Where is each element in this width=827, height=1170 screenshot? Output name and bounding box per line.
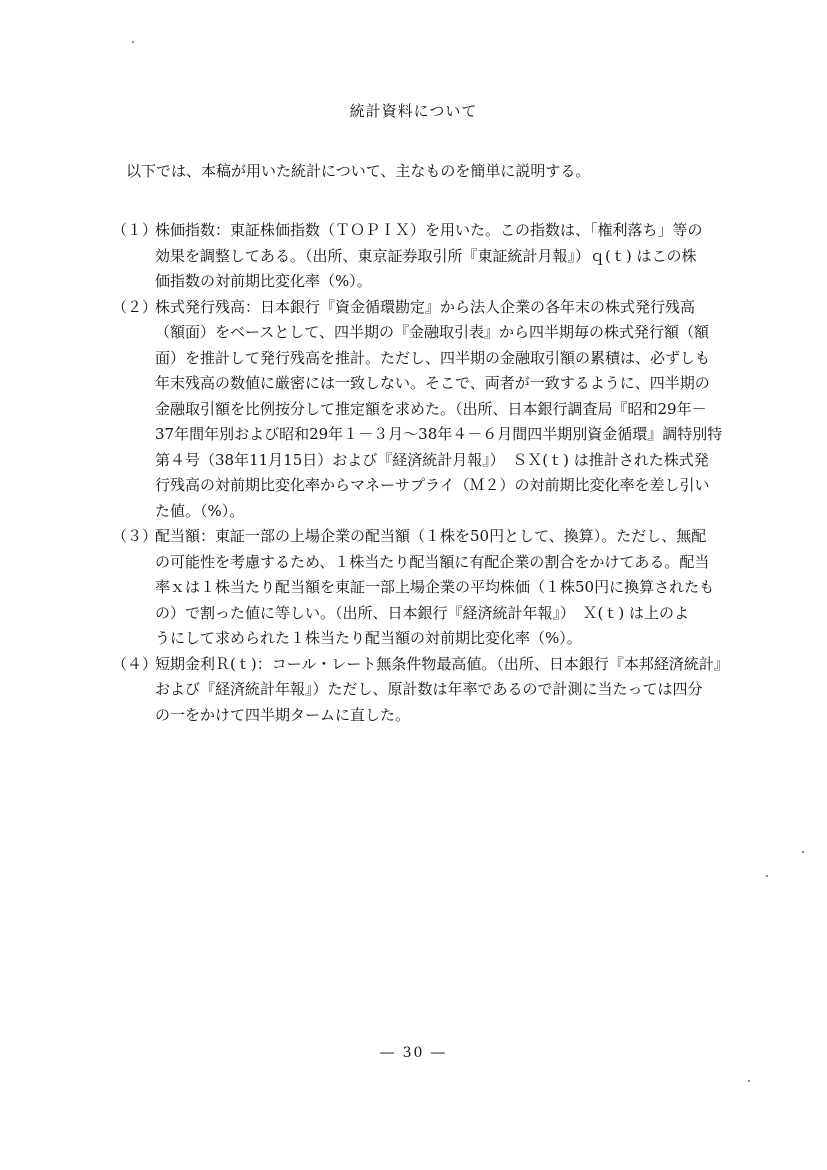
item-number: （１） [112, 221, 158, 239]
item-text-line: 価指数の対前期比変化率（%）。 [155, 272, 372, 290]
item-text-line: 37年間年別および昭和29年１－３月～38年４－６月間四半期別資金循環』調特別特 [155, 425, 723, 443]
item-text-line: た値。（%）。 [155, 501, 245, 520]
list-item [112, 652, 727, 729]
list-item [112, 218, 727, 295]
item-text-line: の可能性を考慮するため、１株当たり配当額に有配企業の割合をかけてある。配当 [155, 552, 710, 571]
item-text-line: の）で割った値に等しい。（出所、日本銀行『経済統計年報』） Ｘ(ｔ) は上のよ [155, 603, 689, 622]
item-text-line: 率ｘは１株当たり配当額を東証一部上場企業の平均株価（１株50円に換算されたも [155, 578, 715, 596]
item-text-line: 配当額：東証一部の上場企業の配当額（１株を50円として、換算）。ただし、無配 [155, 527, 707, 545]
item-text-line: 株価指数：東証株価指数（ＴＯＰＩＸ）を用いた。この指数は、「権利落ち」等の [155, 221, 703, 239]
page-number: ― 30 ― [380, 1045, 447, 1061]
item-text-line: 金融取引額を比例按分して推定額を求めた。（出所、日本銀行調査局『昭和29年－ [155, 399, 707, 418]
intro-paragraph: 以下では、本稿が用いた統計について、主なものを簡単に説明する。 [126, 162, 591, 180]
item-text-line: 株式発行残高：日本銀行『資金循環勘定』から法人企業の各年末の株式発行残高 [155, 297, 696, 316]
statistics-item-list [112, 218, 727, 728]
item-text-line: 面）を推計して発行残高を推計。ただし、四半期の金融取引額の累積は、必ずしも [155, 348, 711, 367]
item-number: （３） [112, 527, 158, 545]
document-title: 統計資料について [349, 102, 478, 120]
item-text-line: 年末残高の数値に厳密には一致しない。そこで、両者が一致するように、四半期の [155, 374, 710, 392]
list-item [112, 295, 727, 525]
item-text-line: 行残高の対前期比変化率からマネーサプライ（Ｍ２）の対前期比変化率を差し引い [155, 476, 710, 494]
scan-speck [748, 1080, 750, 1082]
item-text-line: （額面）をベースとして、四半期の『金融取引表』から四半期毎の株式発行額（額 [155, 323, 709, 341]
item-text-line: 短期金利Ｒ(ｔ)：コール・レート無条件物最高値。（出所、日本銀行『本邦経済統計』 [155, 654, 729, 673]
scan-speck [802, 851, 804, 853]
list-item [112, 524, 727, 652]
scan-speck [132, 41, 134, 43]
scan-speck [766, 875, 768, 877]
item-text-line: 効果を調整してある。（出所、東京証券取引所『東証統計月報』）ｑ(ｔ) はこの株 [155, 246, 697, 265]
item-text-line: うにして求められた１株当たり配当額の対前期比変化率（%）。 [155, 629, 582, 647]
item-text-line: および『経済統計年報』）ただし、原計数は年率であるので計測に当たっては四分 [155, 680, 703, 698]
item-number: （２） [112, 297, 158, 316]
item-text-line: 第４号（38年11月15日）および『経済統計月報』） ＳＸ(ｔ) は推計された株式発 [155, 450, 709, 469]
item-number: （４） [112, 654, 158, 673]
item-text-line: の一をかけて四半期タームに直した。 [155, 705, 411, 724]
